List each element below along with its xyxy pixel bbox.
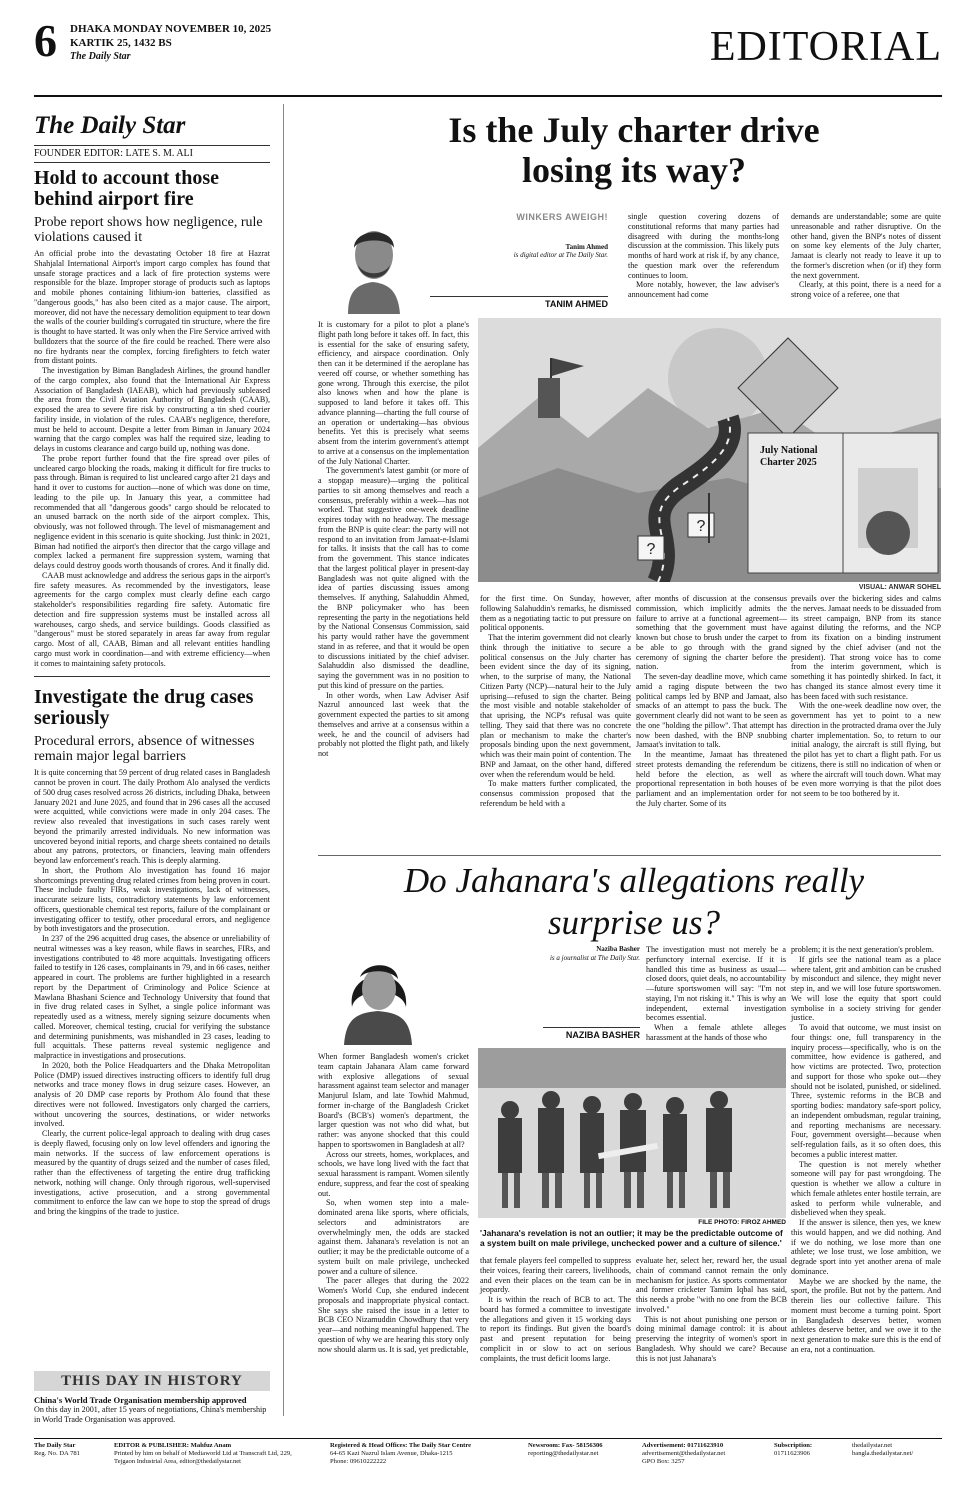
- photo-art: [478, 1048, 786, 1218]
- masthead-rule: [34, 95, 942, 97]
- footer-line: Printed by him on behalf of Mediaworld Ltd at Transcraft Ltd, 229, Tejgaon Industrial Area, editor@thedailystar.net: [114, 1450, 292, 1465]
- paragraph: More notably, however, the law adviser's announcement had come: [628, 280, 779, 299]
- paragraph: Clearly, the current police-legal approach to dealing with drug cases is deeply flawed, focusing only on low level offenders and ignoring the main networks. If the success of law enforcement operations is measured by the quantity of drugs seized and the number of cases filed, rather than the effectiveness of targeting the entire drug trafficking network, nothing will change. Only through rigorous, well-supervised investigations, active prosecution, and a strong governmental commitment to enforce the law can we hope to stop the spread of drugs and bring the kingpins of the trade to justice.: [34, 1129, 270, 1216]
- sidebar: [34, 100, 270, 1418]
- author-bio-2: is a journalist at The Daily Star.: [549, 954, 640, 962]
- footer-line: EDITOR & PUBLISHER: Mahfuz Anam: [114, 1442, 232, 1449]
- footer-line: advertisement@thedailystar.net: [642, 1450, 726, 1457]
- article-2-column-4: [791, 945, 941, 1355]
- paragraph: In 2020, both the Police Headquarters and the Dhaka Metropolitan Police (DMP) issued directives instructing officers to identify full drug networks and trace money flows in drug seizure cases. However, an analysis of 20 DMP case reports by Prothom Alo found that these directives were not followed. Investigators only charged the carriers, without uncovering the sources, destinations, or wider networks involved.: [34, 1060, 270, 1129]
- byline: TANIM AHMED: [430, 296, 608, 309]
- footer-line: 64-65 Kazi Nazrul Islam Avenue, Dhaka-1215: [330, 1450, 453, 1457]
- author-block-1: [318, 210, 608, 314]
- author-block-2: [318, 945, 640, 1045]
- photo-credit: FILE PHOTO: FIROZ AHMED: [698, 1219, 786, 1226]
- paragraph: If the answer is silence, then yes, we knew this would happen, and we did nothing. And if we do nothing, we lose more than one athlete; we lose trust, we lose ambition, we degrade sport into yet another arena of male dominance.: [791, 1218, 941, 1276]
- footer-line: Subscription:: [774, 1442, 813, 1449]
- paragraph: When a female athlete alleges harassment at the hands of those who: [646, 1023, 786, 1042]
- history-title: China's World Trade Organisation membership approved: [34, 1395, 247, 1405]
- author-name-2: Naziba Basher: [596, 945, 640, 953]
- bangla-date: KARTIK 25, 1432 BS: [70, 37, 172, 49]
- photo-caption: 'Jahanara's revelation is not an outlier; it may be the predictable outcome of a system built on male privilege, unchecked power and a culture of silence.': [480, 1228, 783, 1248]
- paragraph: Across our streets, homes, workplaces, and schools, we have long lived with the fact that sexual harassment is rampant. Women silently endure, suppress, and fear the cost of speaking out.: [318, 1149, 469, 1198]
- footer-block: [528, 1442, 628, 1458]
- footer-block: [330, 1442, 510, 1466]
- book-line-1: July National: [760, 445, 818, 456]
- svg-text:?: ?: [696, 518, 706, 535]
- history-label: THIS DAY IN HISTORY: [34, 1371, 270, 1391]
- footer-line[interactable]: thedailystar.net: [852, 1442, 893, 1449]
- paragraph: To avoid that outcome, we must insist on four things: one, full transparency in the inquiry process—specifically, who is on the committee, how evidence is gathered, and how victims are protected. Two, protection and support for those who spoke out—they should not be isolated, punished, or sidelined. Three, systemic reforms in the BCB and sporting bodies: mandatory safe-sport policy, an independent ombudsman, regular training, and reporting mechanisms are necessary. Four, government oversight—because when self-regulation fails, as it so often does, this becomes a public interest matter.: [791, 1023, 941, 1159]
- paper-small-logo: The Daily Star: [70, 51, 131, 62]
- footer-block: [774, 1442, 844, 1458]
- byline-2: NAZIBA BASHER: [543, 1027, 640, 1040]
- page-number: 6: [34, 15, 57, 66]
- paragraph: It is customary for a pilot to plot a plane's flight path long before it takes off. In fact, this is essential for the sake of ensuring safety, efficiency, and airspace coordination. Only then can it be determined if the aeroplane has veered off course, or whether something has gone wrong. Through this exercise, the pilot also knows when and how the plane is supposed to land before it takes off. This advance planning—charting the full course of an operation or undertaking—has obvious benefits. Yet this is precisely what seems absent from the interim government's attempt to arrive at a consensus on the implementation of the July National Charter.: [318, 320, 469, 466]
- footer-line: Newsroom: Fax- 58156306: [528, 1442, 603, 1449]
- footer-block: [34, 1442, 104, 1458]
- author-photo-2: [322, 947, 432, 1045]
- article-1-top-column-a: [628, 212, 779, 300]
- footer-line[interactable]: bangla.thedailystar.net/: [852, 1450, 914, 1457]
- paragraph: Maybe we are shocked by the name, the sport, the profile. But not by the pattern. And therein lies our collective failure. This moment must become a turning point. Sport in Bangladesh deserves better, women athletes deserve better, and we owe it to the next generation to make sure this is the end of an era, not a continuation.: [791, 1276, 941, 1354]
- illustration-credit: VISUAL: ANWAR SOHEL: [858, 584, 941, 591]
- footer-line: Phone: 09610222222: [330, 1458, 387, 1465]
- article-1-column-2: [480, 594, 631, 809]
- paragraph: In the meantime, Jamaat has threatened street protests demanding the referendum be held before the election, as well as proportional representation in both houses of parliament and an implementation order for the July charter. Some of its: [636, 750, 787, 808]
- paragraph: When former Bangladesh women's cricket team captain Jahanara Alam came forward with explosive allegations of sexual harassment against team selector and manager Manjurul Islam, and late Towhid Mahmud, former in-charge of the Bangladesh Cricket Board's (BCB's) women's department, the larger question was not who did what, but rather: was anyone shocked that this could happen to sportswomen in Bangladesh at all?: [318, 1052, 469, 1149]
- paragraph: This is not about punishing one person or doing minimal damage control: it is about preserving the integrity of women's sport in Bangladesh. Why should we care? Because this is not just Jahanara's: [636, 1314, 787, 1363]
- kicker: WINKERS AWEIGH!: [516, 212, 608, 222]
- paragraph: evaluate her, select her, reward her, the usual chain of command cannot remain the only mechanism for justice. As sports commentator and former cricketer Tamim Iqbal has said, this needs a probe "with no one from the BCB involved.": [636, 1256, 787, 1314]
- footer: [34, 1442, 942, 1472]
- footer-line: 01711623906: [774, 1450, 811, 1457]
- illustration-art: [478, 318, 941, 582]
- article-1-column-1: [318, 320, 469, 759]
- footer-line: The Daily Star: [34, 1442, 76, 1449]
- article-2-column-1: [318, 1052, 469, 1354]
- paragraph: It is quite concerning that 59 percent of drug related cases in Bangladesh cannot be proven in court. The daily Prothom Alo analysed the verdicts of 500 drug cases resolved across 26 districts, including Dhaka, between January 2021 and June 2025, and found that in 296 cases all the accused were acquitted, while convictions were made in only 204 cases. The review also revealed that investigations in such cases rarely went beyond the primarily arrested individuals. No new information was uncovered beyond initial reports, and charge sheets contained no details about any patrons, protectors, or financiers, leaving main offenders beyond law enforcement's reach. This is deeply alarming.: [34, 768, 270, 865]
- article-2-column-2a: [646, 945, 786, 1043]
- paragraph: An official probe into the devastating October 18 fire at Hazrat Shahjalal International Airport's import cargo complex has found that unsafe storage practices and a lack of fire protection systems were responsible for the blaze. Improper storage of products such as laptops and mobile phones containing lithium-ion batteries, classified as "dangerous goods," has also been cited as a major cause. The airport, moreover, did not have the necessary demolition equipment to tear down the walls of the courier building's corrugated tin structure, where the fire is thought to have started. It was only when the Fire Service arrived with bulldozers that the source of the fire could be reached. There were also no fire hydrants near the complex, forcing firefighters to fetch water from distant points.: [34, 249, 270, 366]
- paragraph: The government's latest gambit (or more of a stopgap measure)—urging the political parties to sit among themselves and reach a consensus, preferably within a week—has not worked. That suggestive one-week deadline expires today with no headway. The message from the BNP is quite clear: the party will not respond to an invitation from Jamaat-e-Islami for talks. It insists that the call has to come from the government. This stance indicates that the largest political player in present-day Bangladesh was not quite aligned with the idea of parties discussing issues among themselves. If anything, Salahuddin Ahmed, the BNP policymaker who has been representing the party in the negotiations held by the National Consensus Commission, said his party would rather have the government stand in as referee, and that it would be open to discussions initiated by the chief adviser. Salahuddin also dismissed the deadline, saying the government was in no position to put this kind of pressure on the parties.: [318, 466, 469, 690]
- paragraph: demands are understandable; some are quite unreasonable and rather disruptive. On the other hand, given the BNP's notes of dissent on some key elements of the July charter, Jamaat is clearly not ready to leave it up to the former's discretion when (or if) they form the next government.: [791, 212, 941, 280]
- footer-block: [642, 1442, 772, 1466]
- paragraph: So, when women step into a male-dominated arena like sports, where officials, selectors and administrators are overwhelmingly men, the odds are stacked against them. Jahanara's revelation is not an outlier; it may be the predictable outcome of a system built on male privilege, unchecked power and a culture of silence.: [318, 1198, 469, 1276]
- dateline: DHAKA MONDAY NOVEMBER 10, 2025: [70, 23, 272, 35]
- editorial-1-deck: Probe report shows how negligence, rule violations caused it: [34, 215, 263, 245]
- footer-rule: [34, 1438, 942, 1439]
- paragraph: The question is not merely whether someone will pay for past wrongdoing. The question is whether we allow a culture in which female athletes enter hostile terrain, are asked to perform while vulnerable, and disbelieved when they speak.: [791, 1159, 941, 1218]
- paragraph: The investigation must not merely be a perfunctory internal exercise. If it is handled this time as business as usual—closed doors, quiet deals, no accountability—future sportswomen will say: "I'm not staying, I'm not risking it." This is why an independent, external investigation becomes essential.: [646, 945, 786, 1023]
- author-name: Tanim Ahmed: [565, 243, 608, 251]
- article-1-headline: Is the July charter drive losing its way?: [448, 110, 820, 190]
- history-text: On this day in 2001, after 15 years of negotiations, China's membership in World Trade Organisation was approved.: [34, 1405, 267, 1424]
- paragraph: In short, the Prothom Alo investigation has found 16 major shortcomings preventing drug related crimes from being proven in court. These include faulty FIRs, weak investigations, lack of witnesses, inaccurate seizure lists, contradictory statements by law enforcement officers, questionable chemical test reports, failure of the complainant or investigating officer to testify, other procedural errors, and negligence by both investigators and the prosecution.: [34, 865, 271, 934]
- article-2-headline: Do Jahanara's allegations really surprise us?: [403, 861, 865, 942]
- paragraph: problem; it is the next generation's problem.: [791, 945, 934, 954]
- paragraph: In 237 of the 296 acquitted drug cases, the absence or unreliability of neutral witnesses was a key reason, while flaws in searches, FIRs, and investigations contributed to 48 more acquittals. Investigating officers failed to testify in 126 cases, complainants in 79, and in 66 cases, neither appeared in court. The problems are further highlighted in a research report by the Department of Criminology and Police Science at Mawlana Bhashani Science and Technology University that found that in five drug related cases in Sylhet, a single police informant was repeatedly used as a witness, merely signing seizure documents when called. Moreover, chemical testing, crucial for verifying the substance and determining punishments, was mishandled in 23 cases, leading to full acquittals. These patterns reveal systemic negligence and malpractice in investigations and prosecutions.: [34, 934, 271, 1060]
- paragraph: after months of discussion at the consensus commission, which implicitly admits the failure to arrive at a functional agreement—something that the government must have known but chose to brush under the carpet to be able to go through with the grand ceremony of signing the charter before the nation.: [636, 594, 787, 672]
- editorial-2-deck: Procedural errors, absence of witnesses remain major legal barriers: [34, 734, 255, 765]
- article-2-column-3b: [636, 1256, 787, 1363]
- masthead: [34, 15, 942, 90]
- paragraph: The investigation by Biman Bangladesh Airlines, the ground handler of the cargo complex, also found that the International Air Express Association of Bangladesh (IAEAB), which had previously subleased the area from the Civil Aviation Authority of Bangladesh (CAAB), exposed the area to severe fire risk by constructing a tin shed courier facility inside, in violation of the rules. CAAB's negligence, therefore, must be held to account. Despite a letter from Biman in January 2024 warning that the cargo complex was half the required size, leading to delays in customs clearance and cargo build up, nothing was done.: [34, 366, 270, 453]
- paragraph: single question covering dozens of constitutional reforms that many parties had disagreed with during the months-long discussion at the commission. This likely puts months of hard work at risk if, by any chance, the question mark over the referendum continues to loom.: [628, 212, 779, 280]
- paragraph: In other words, when Law Adviser Asif Nazrul announced last week that the government expected the parties to sit among themselves and arrive at a consensus within a week, he and the council of advisers had probably not plotted the flight path, and likely not: [318, 690, 469, 758]
- article-1-column-4: [791, 594, 941, 799]
- cricket-photo: [478, 1048, 786, 1218]
- footer-line: GPO Box: 3257: [642, 1458, 685, 1465]
- paragraph: It is within the reach of BCB to act. The board has formed a committee to investigate the allegations and given it 15 working days to report its findings. But given the board's past and present reputation for being complicit in or slow to act on serious complaints, the trust deficit looms large.: [480, 1295, 631, 1363]
- author-bio: is digital editor at The Daily Star.: [513, 251, 608, 259]
- paragraph: If girls see the national team as a place where talent, grit and ambition can be crushed by misconduct and silence, they might never step in, and we will lose future sportswomen. We will lose the equity that sport could symbolise in a society striving for gender justice.: [791, 954, 941, 1023]
- paragraph: To make matters further complicated, the consensus commission proposed that the referendum be held with a: [480, 779, 631, 808]
- article-1-top-column-b: [791, 212, 941, 300]
- article-2-column-2b: [480, 1256, 631, 1363]
- charter-illustration: [478, 318, 941, 582]
- paragraph: Clearly, at this point, there is a need for a strong voice of a referee, one that: [791, 280, 941, 299]
- paragraph: The seven-day deadline move, which came amid a raging dispute between the two political camps led by BNP and Jamaat, also smacks of an attempt to pass the buck. The government clearly did not want to be seen as the one "holding the pillow". That attempt has now been dashed, with the BNP snubbing Jamaat's invitation to talk.: [636, 672, 787, 750]
- footer-line: Advertisement: 01711623910: [642, 1442, 724, 1449]
- paragraph: that female players feel compelled to suppress their voices, fearing their careers, livelihoods, and even their places on the team can be in jeopardy.: [480, 1256, 631, 1295]
- author-photo: [318, 210, 428, 314]
- this-day-in-history: [34, 1371, 270, 1424]
- section-title: EDITORIAL: [709, 24, 942, 70]
- article-1-column-3: [636, 594, 787, 809]
- article-divider: [318, 855, 941, 856]
- editorial-1-title: Hold to account those behind airport fire: [34, 167, 219, 210]
- svg-text:?: ?: [646, 541, 656, 558]
- footer-line: Registered & Head Offices: The Daily Star Centre: [330, 1442, 472, 1449]
- paragraph: The probe report further found that the fire spread over piles of uncleared cargo blocking the roads, making it difficult for fire trucks to pass through. Biman is required to list uncleared cargo after 21 days and hand it over to customs for auction—none of which was done on time, leading to the pile up. In January this year, a committee had recommended that all "dangerous goods" cargo should be relocated to an unused barrack on the north side of the airport complex. This, obviously, was not followed through. The level of mismanagement and negligence evident in this scenario is quite shocking. Just think: in 2021, Biman had notified the airport's then director that the cargo village and complex lacked a permanent fire suppression system, warning that delays could destroy goods worth thousands of crores. And it finally did.: [34, 453, 270, 570]
- editorial-2-title: Investigate the drug cases seriously: [34, 686, 254, 730]
- paragraph: The pacer alleges that during the 2022 Women's World Cup, she endured indecent proposals and inappropriate physical contact. She says she raised the issue in a letter to BCB CEO Nizamuddin Chowdhury that very year—and nothing meaningful happened. The question of why we are hearing this story only now should alarm us. It is sad, yet predictable,: [318, 1276, 469, 1354]
- founder-editor: FOUNDER EDITOR: LATE S. M. ALI: [34, 148, 193, 159]
- footer-line: reporting@thedailystar.net: [528, 1450, 599, 1457]
- footer-block: [114, 1442, 314, 1466]
- paper-logo: The Daily Star: [34, 112, 186, 139]
- paragraph: CAAB must acknowledge and address the serious gaps in the airport's fire safety measures. As recommended by the investigators, lease agreements for the cargo complex must clearly define each cargo stakeholder's responsibilities regarding fire safety. Automatic fire detection and fire suppression systems must be installed across all warehouses, cargo sheds, and service buildings. Goods classified as "dangerous" must be stored separately in areas far away from regular cargo. Most of all, CAAB, Biman and all relevant entities handling cargo must work in coordination—and with extreme efficiency—when it comes to maintaining safety protocols.: [34, 570, 270, 668]
- paragraph: With the one-week deadline now over, the government has yet to point to a new direction in the protracted drama over the July charter implementation. So, to return to our initial analogy, the aircraft is still flying, but the pilot has yet to chart a flight path. For us citizens, there is still no indication of when or where the aircraft will touch down. What may be even more worrying is that the pilot does not seem to be too bothered by it.: [791, 701, 941, 798]
- paragraph: prevails over the bickering sides and calms the nerves. Jamaat needs to be dissuaded from its street campaign, BNP from its stance against diluting the reforms, and the NCP from its fixation on a binding instrument signed by the chief adviser (and not the president). That strong voice has to come from the interim government, which is something it has pointedly shirked. In fact, it has changed its stance almost every time it has been faced with such resistance.: [791, 594, 941, 701]
- paragraph: for the first time. On Sunday, however, following Salahuddin's remarks, he dismissed them as a negotiating tactic to put pressure on political opponents.: [480, 594, 631, 633]
- footer-block: [852, 1442, 942, 1458]
- footer-line: Reg. No. DA 781: [34, 1450, 80, 1457]
- paragraph: That the interim government did not clearly think through the initiative to secure a political consensus on the July charter has been evident since the day of its signing, when, to the surprise of many, the National Citizen Party (NCP)—natural heir to the July uprising—refused to sign the charter. Being the most visible and notable stakeholder of that uprising, the NCP's refusal was quite telling. They said that there was no concrete plan or mechanism to make the charter's proposals binding upon the next government, which was their main point of contention. The BNP and Jamaat, on the other hand, differed over when the referendum would be held.: [480, 633, 631, 779]
- column-divider: [283, 104, 284, 1416]
- book-line-2: Charter 2025: [760, 457, 817, 468]
